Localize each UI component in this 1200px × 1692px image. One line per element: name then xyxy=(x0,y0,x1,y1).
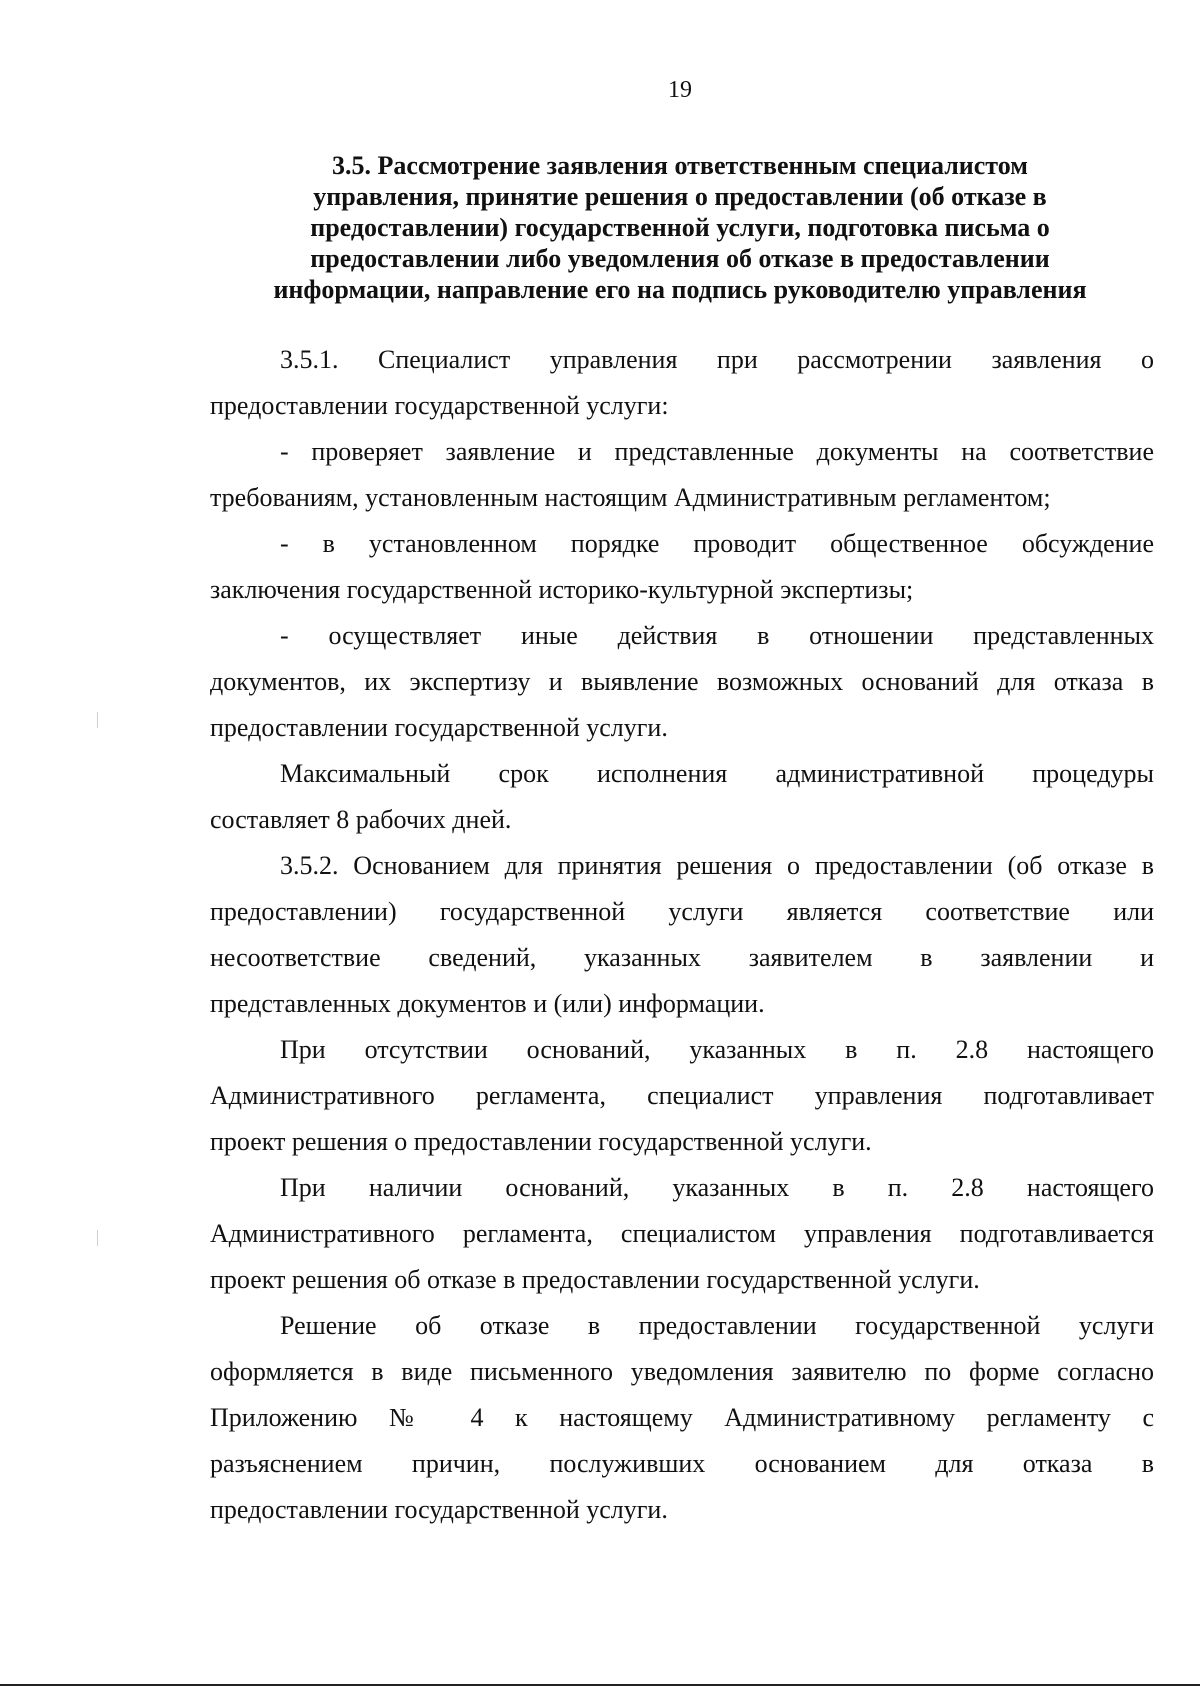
paragraph-max-term xyxy=(210,751,1154,843)
text-line: предоставлении государственной услуги. xyxy=(210,713,668,742)
text-line: требованиям, установленным настоящим Административным регламентом; xyxy=(210,483,1051,512)
text-line: Максимальный срок исполнения административной процедуры xyxy=(280,759,1154,788)
scan-bottom-edge xyxy=(0,1684,1200,1686)
text-line: Административного регламента, специалист управления подготавливает xyxy=(210,1081,1154,1110)
paragraph-refusal-decision xyxy=(210,1303,1154,1533)
text-line: проект решения об отказе в предоставлении государственной услуги. xyxy=(210,1265,980,1294)
heading-line: управления, принятие решения о предоставлении (об отказе в xyxy=(313,182,1047,211)
paragraph-check-documents xyxy=(210,429,1154,521)
text-line: составляет 8 рабочих дней. xyxy=(210,805,512,834)
text-line: При отсутствии оснований, указанных в п. 2.8 настоящего xyxy=(280,1035,1154,1064)
paragraph-3-5-1 xyxy=(210,337,1154,429)
text-line: 3.5.2. Основанием для принятия решения о предоставлении (об отказе в xyxy=(280,851,1154,880)
text-line: разъяснением причин, послуживших основанием для отказа в xyxy=(210,1449,1154,1478)
heading-line: информации, направление его на подпись руководителю управления xyxy=(273,275,1087,304)
text-line: - проверяет заявление и представленные документы на соответствие xyxy=(280,437,1154,466)
text-line: оформляется в виде письменного уведомления заявителю по форме согласно xyxy=(210,1357,1154,1386)
heading-line: предоставлении) государственной услуги, подготовка письма о xyxy=(310,213,1050,242)
text-line: заключения государственной историко-культурной экспертизы; xyxy=(210,575,914,604)
text-line: предоставлении государственной услуги: xyxy=(210,391,669,420)
text-line: представленных документов и (или) информации. xyxy=(210,989,765,1018)
text-line: - осуществляет иные действия в отношении представленных xyxy=(280,621,1154,650)
text-line: несоответствие сведений, указанных заявителем в заявлении и xyxy=(210,943,1154,972)
text-line: предоставлении государственной услуги. xyxy=(210,1495,668,1524)
scan-margin-mark xyxy=(97,1230,98,1246)
heading-line: предоставлении либо уведомления об отказе в предоставлении xyxy=(310,244,1050,273)
heading-line: 3.5. Рассмотрение заявления ответственным специалистом xyxy=(332,151,1028,180)
text-line: 3.5.1. Специалист управления при рассмотрении заявления о xyxy=(280,345,1154,374)
text-line: Решение об отказе в предоставлении государственной услуги xyxy=(280,1311,1154,1340)
paragraph-grounds-present xyxy=(210,1165,1154,1303)
scan-margin-mark xyxy=(97,712,98,728)
text-line: При наличии оснований, указанных в п. 2.8 настоящего xyxy=(280,1173,1154,1202)
text-line: документов, их экспертизу и выявление возможных оснований для отказа в xyxy=(210,667,1154,696)
section-heading xyxy=(210,150,1150,305)
text-line: Приложению № 4 к настоящему Административному регламенту с xyxy=(210,1403,1154,1432)
text-line: предоставлении) государственной услуги является соответствие или xyxy=(210,897,1154,926)
paragraph-public-discussion xyxy=(210,521,1154,613)
paragraph-no-grounds xyxy=(210,1027,1154,1165)
text-line: Административного регламента, специалистом управления подготавливается xyxy=(210,1219,1154,1248)
paragraph-3-5-2 xyxy=(210,843,1154,1027)
body-text xyxy=(210,337,1154,1533)
page-number: 19 xyxy=(668,77,692,103)
paragraph-other-actions xyxy=(210,613,1154,751)
text-line: - в установленном порядке проводит общественное обсуждение xyxy=(280,529,1154,558)
text-line: проект решения о предоставлении государственной услуги. xyxy=(210,1127,872,1156)
